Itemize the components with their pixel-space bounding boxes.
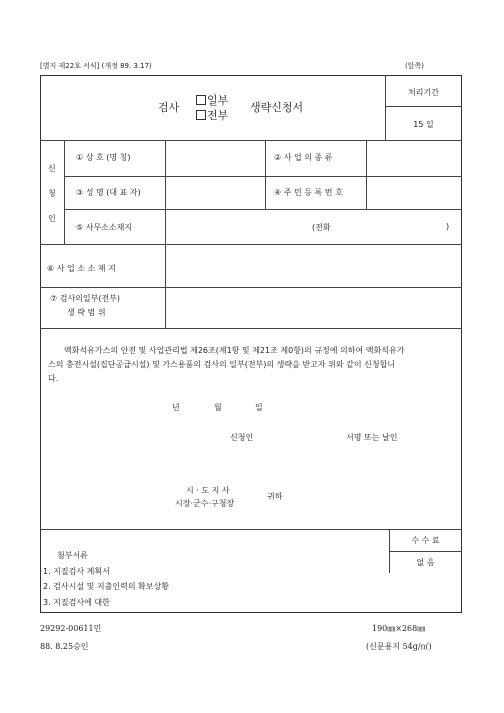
title-suffix: 생략신청서: [250, 101, 304, 114]
attachment-item-3: 3. 지질검사에 대한: [43, 598, 110, 607]
title-option-whole: 전부: [196, 107, 228, 123]
title-option-partial: 일부: [196, 92, 228, 108]
applicant-section-char-2: 청: [48, 189, 56, 198]
application-statement: 액화석유가스의 안전 및 사업관리법 제26조(제1항 및 제21조 제0항)의 규정에 의하여 액화석유가 스의 충전시설(집단공급시설) 및 가스용품의 검사의 일부(전부)의 생략을 받고자 위와 같이 신청합니 다.: [48, 346, 405, 383]
footer-paper: (신문용지 54g/㎡): [366, 642, 432, 651]
footer-approval: 88. 8.25승인: [40, 642, 89, 651]
office-address-label: ⑤ 사무소소재지: [76, 223, 133, 232]
date-month-label: 월: [214, 403, 222, 412]
checkbox-whole[interactable]: [196, 110, 206, 120]
recipient-suffix: 귀하: [267, 492, 283, 501]
recipient-line1: 시 · 도 지 사: [186, 486, 230, 495]
title-prefix: 검사: [158, 101, 180, 114]
attachment-item-2: 2. 검사시설 및 지출인력의 확보상황: [43, 582, 169, 591]
attachment-item-1: 1. 지질검사 계획서: [43, 567, 110, 576]
fee-label: 수 수 료: [411, 536, 440, 545]
fee-value: 없 음: [416, 558, 435, 567]
checkbox-partial[interactable]: [196, 95, 206, 105]
scope-label-line2: 생 략 범 위: [67, 308, 106, 317]
representative-name-label: ③ 성 명 (대 표 자): [76, 188, 141, 197]
office-phone-open: (전화: [312, 223, 331, 232]
representative-name-field[interactable]: [167, 178, 263, 207]
trade-name-label: ① 상 호 (명 칭): [76, 153, 131, 162]
scope-label-line1: ⑦ 검사의일부(전부): [50, 294, 121, 303]
footer-size: 190㎜×268㎜: [372, 624, 426, 633]
applicant-signature-label: 신청인: [230, 433, 254, 442]
processing-period-value: 15 일: [413, 120, 434, 129]
business-type-label: ② 사 업 의 종 류: [274, 153, 333, 162]
page-side-note: (앞쪽): [405, 62, 424, 70]
sign-or-seal-label: 서명 또는 날인: [346, 433, 398, 442]
date-day-label: 일: [255, 403, 263, 412]
applicant-section-char-3: 인: [48, 214, 56, 223]
form-reference: [별지 제22호 서식] (개정 89. 3.17): [40, 62, 152, 70]
office-phone-close: ): [446, 222, 450, 231]
resident-number-field[interactable]: [368, 178, 460, 207]
recipient-line2: 시장·군수·구청장: [175, 499, 235, 508]
date-year-label: 년: [172, 403, 180, 412]
site-address-label: ⑥ 사 업 소 소 재 지: [47, 264, 116, 273]
scope-field[interactable]: [167, 289, 460, 326]
site-address-field[interactable]: [167, 246, 460, 285]
processing-period-label: 처리기간: [408, 88, 439, 97]
applicant-section-char-1: 신: [48, 164, 56, 173]
footer-code: 29292-00611민: [40, 624, 102, 633]
resident-number-label: ④ 주 민 등 록 번 호: [274, 188, 343, 197]
trade-name-field[interactable]: [167, 142, 263, 174]
business-type-field[interactable]: [368, 142, 460, 174]
attachments-title: 첨부서류: [57, 551, 88, 560]
